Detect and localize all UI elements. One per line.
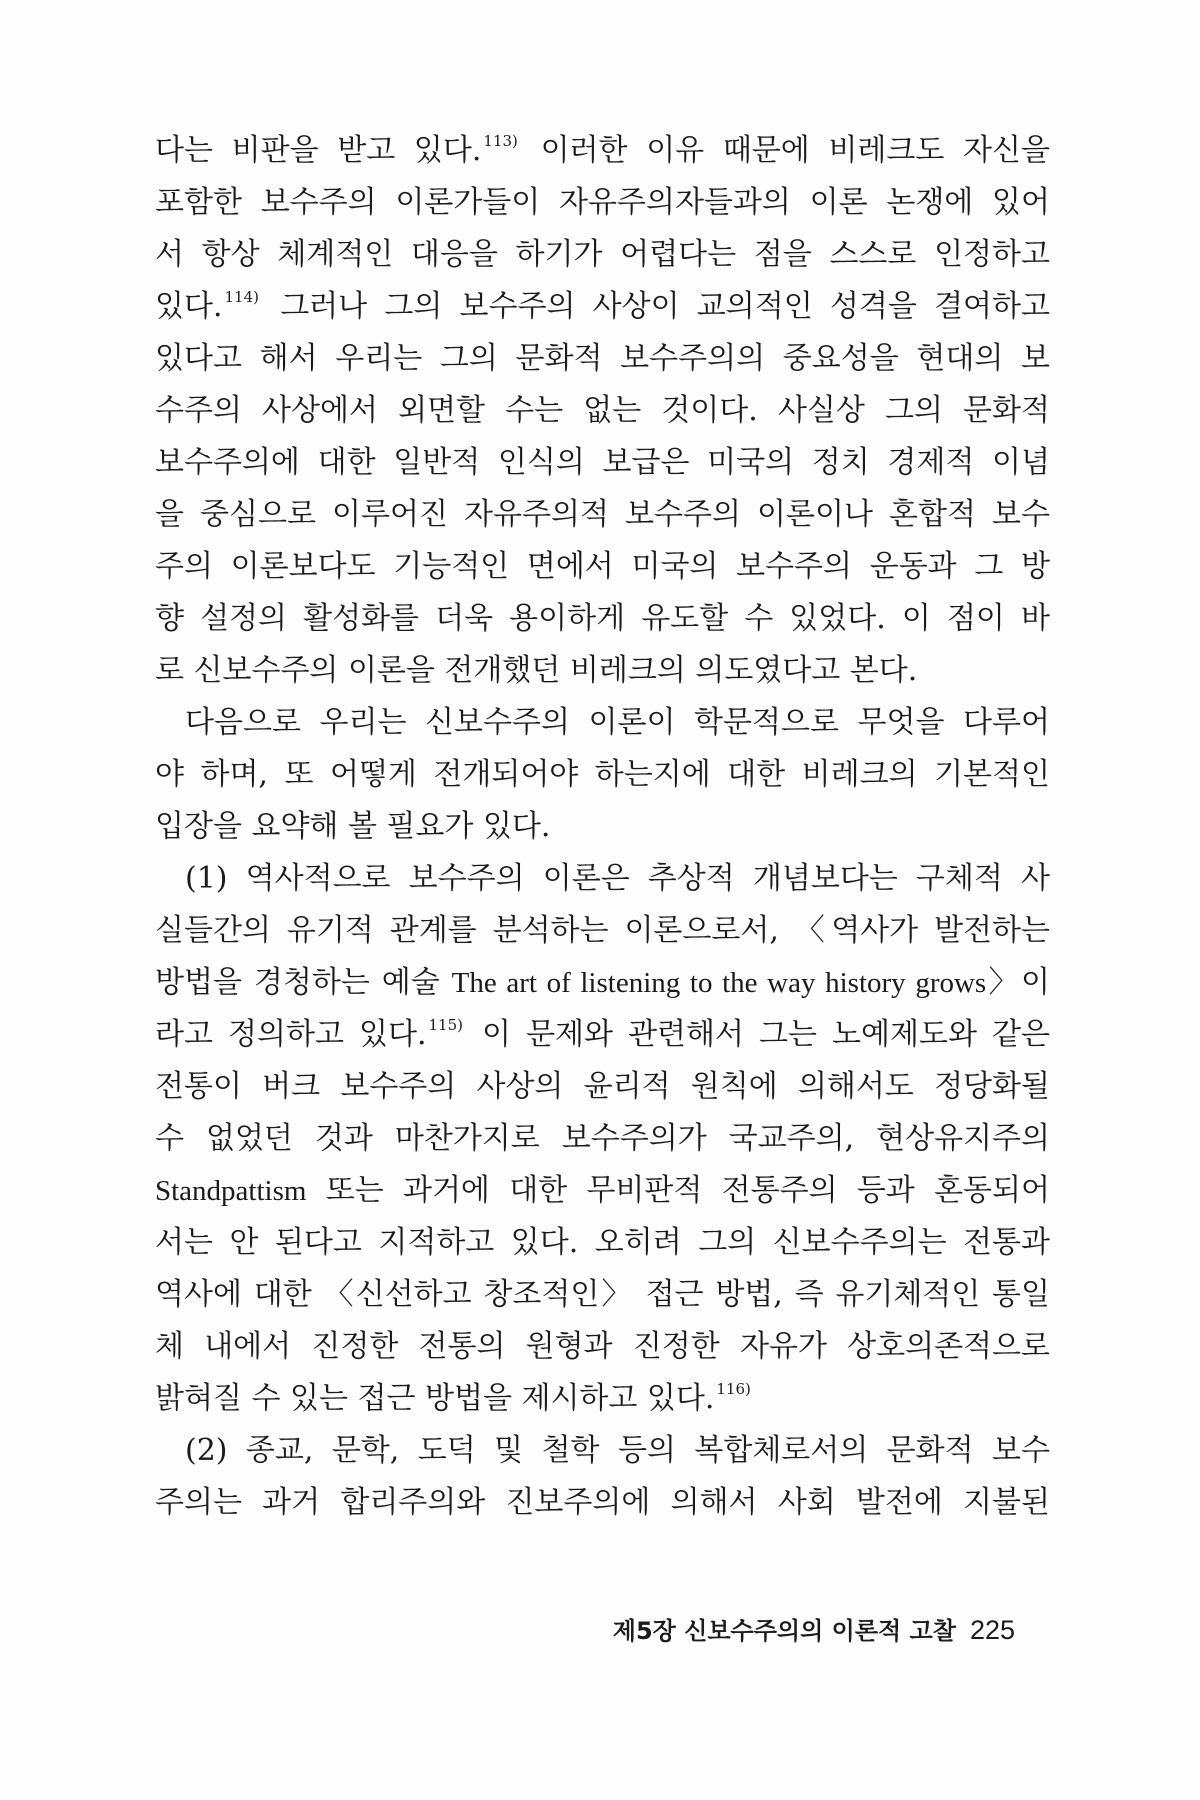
footnote-ref-116: 116) [716, 1380, 751, 1398]
text-line-15: (1) 역사적으로 보수주의 이론은 추상적 개념보다는 구체적 사 [185, 861, 1050, 896]
english-term: Standpattism [155, 1175, 307, 1207]
english-phrase: The art of listening to the way history grows [451, 967, 987, 999]
footnote-ref-114: 114) [224, 288, 259, 306]
text-line-16: 실들간의 유기적 관계를 분석하는 이론으로서, 〈역사가 발전하는 [155, 913, 1050, 948]
text-line-17: 방법을 경청하는 예술 The art of listening to the way history grows〉이 [155, 965, 1050, 1000]
text-line-26: (2) 종교, 문학, 도덕 및 철학 등의 복합체로서의 문화적 보수 [185, 1433, 1050, 1468]
text-line-23: 역사에 대한 〈신선하고 창조적인〉 접근 방법, 즉 유기체적인 통일 [155, 1277, 1050, 1312]
text-line-21: Standpattism 또는 과거에 대한 무비판적 전통주의 등과 혼동되어 [155, 1173, 1050, 1208]
text-line-1: 다는 비판을 받고 있다. $^{113)}$ 이러한 이유 때문에 비레크도 자신을 [155, 132, 1050, 168]
text-line-11: 로 신보수주의 이론을 전개했던 비레크의 의도였다고 본다. [155, 653, 918, 688]
text-line-3: 서 항상 체계적인 대응을 하기가 어렵다는 점을 스스로 인정하고 [155, 237, 1050, 272]
page-footer [565, 1608, 1015, 1652]
text-line-24: 체 내에서 진정한 전통의 원형과 진정한 자유가 상호의존적으로 [155, 1329, 1050, 1364]
text-line-4: 있다. $^{114)}$ 그러나 그의 보수주의 사상이 교의적인 성격을 결여하고 [155, 288, 1050, 324]
text-line-18: 라고 정의하고 있다. $^{115)}$ 이 문제와 관련해서 그는 노예제도와 같은 [155, 1016, 1050, 1052]
text-line-12: 다음으로 우리는 신보수주의 이론이 학문적으로 무엇을 다루어 [185, 705, 1050, 740]
text-line-5: 있다고 해서 우리는 그의 문화적 보수주의의 중요성을 현대의 보 [155, 341, 1050, 376]
text-line-2: 포함한 보수주의 이론가들이 자유주의자들과의 이론 논쟁에 있어 [155, 185, 1050, 220]
chapter-title: 제5장 신보수주의의 이론적 고찰 [612, 1617, 956, 1645]
footnote-ref-115: 115) [428, 1016, 463, 1034]
footnote-ref-113: 113) [483, 132, 518, 150]
text-line-14: 입장을 요약해 볼 필요가 있다. [155, 809, 551, 844]
text-line-13: 야 하며, 또 어떻게 전개되어야 하는지에 대한 비레크의 기본적인 [155, 757, 1050, 792]
text-line-6: 수주의 사상에서 외면할 수는 없는 것이다. 사실상 그의 문화적 [155, 393, 1050, 428]
text-line-25: 밝혀질 수 있는 접근 방법을 제시하고 있다. $^{116)}$ [155, 1380, 751, 1416]
text-line-8: 을 중심으로 이루어진 자유주의적 보수주의 이론이나 혼합적 보수 [155, 497, 1050, 532]
text-line-20: 수 없었던 것과 마찬가지로 보수주의가 국교주의, 현상유지주의 [155, 1121, 1050, 1156]
text-line-10: 향 설정의 활성화를 더욱 용이하게 유도할 수 있었다. 이 점이 바 [155, 601, 1050, 636]
text-line-9: 주의 이론보다도 기능적인 면에서 미국의 보수주의 운동과 그 방 [155, 549, 1050, 584]
text-line-27: 주의는 과거 합리주의와 진보주의에 의해서 사회 발전에 지불된 [155, 1485, 1050, 1520]
text-line-22: 서는 안 된다고 지적하고 있다. 오히려 그의 신보수주의는 전통과 [155, 1225, 1050, 1260]
page-number: 225 [969, 1615, 1015, 1645]
text-line-19: 전통이 버크 보수주의 사상의 윤리적 원칙에 의해서도 정당화될 [155, 1069, 1050, 1104]
text-line-7: 보수주의에 대한 일반적 인식의 보급은 미국의 정치 경제적 이념 [155, 445, 1050, 480]
